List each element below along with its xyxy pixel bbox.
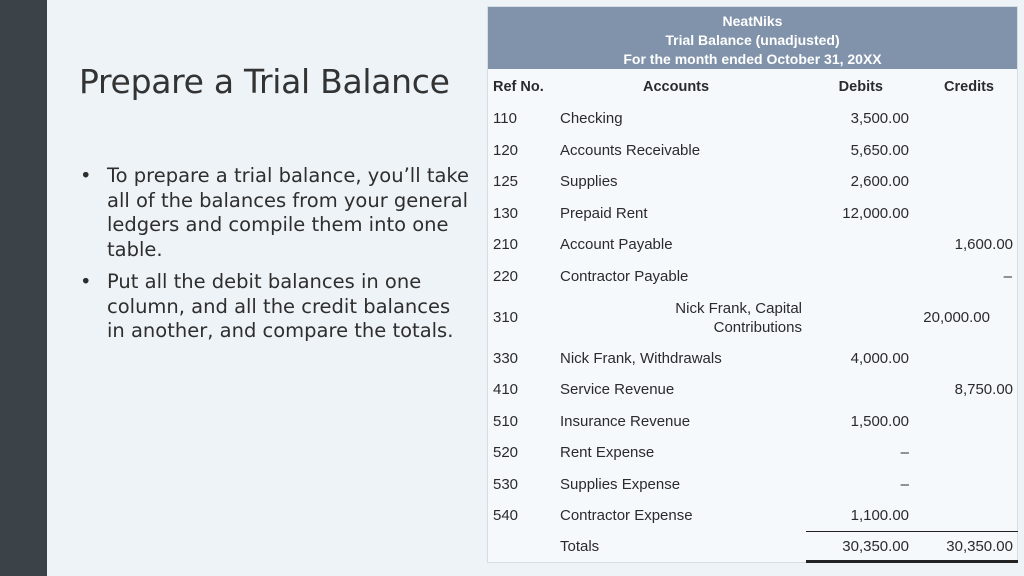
row-debit: 12,000.00 [842, 205, 909, 222]
row-account [560, 299, 802, 337]
row-ref: 220 [493, 268, 519, 285]
column-header-accounts: Accounts [643, 79, 710, 95]
column-header-credits: Credits [944, 79, 994, 95]
row-account: Contractor Payable [560, 268, 689, 285]
row-debit: 1,100.00 [850, 507, 909, 524]
row-account: Accounts Receivable [560, 142, 701, 159]
row-ref: 125 [493, 173, 519, 190]
row-ref: 540 [493, 507, 519, 524]
bullet-text: To prepare a trial balance, you’ll take all of the balances from your general ledgers and compile them into one table. [107, 164, 470, 261]
row-ref: 330 [493, 350, 519, 367]
row-account: Checking [560, 110, 623, 127]
slide-side-bar [0, 0, 47, 576]
bullet-text: Put all the debit balances in one column, and all the credit balances in another, and compare the totals. [107, 270, 454, 342]
row-account: Service Revenue [560, 381, 675, 398]
row-credit: – [1003, 268, 1012, 285]
row-ref: 520 [493, 444, 519, 461]
row-debit: 1,500.00 [850, 413, 909, 430]
bullet-list [80, 164, 470, 352]
row-account: Prepaid Rent [560, 205, 648, 222]
totals-label: Totals [560, 538, 600, 555]
report-period: For the month ended October 31, 20XX [623, 51, 882, 67]
bullet-dot-icon: • [80, 270, 92, 293]
row-ref: 120 [493, 142, 519, 159]
totals-top-rule [806, 531, 1018, 532]
row-account-line: Contributions [713, 319, 802, 336]
bullet-item [80, 270, 470, 344]
bullet-item [80, 164, 470, 262]
row-ref: 110 [493, 110, 517, 127]
slide-title: Prepare a Trial Balance [79, 62, 450, 101]
row-credit: 8,750.00 [954, 381, 1013, 398]
row-ref: 310 [493, 309, 519, 326]
bullet-dot-icon: • [80, 164, 92, 187]
totals-debit: 30,350.00 [842, 538, 909, 555]
row-debit: 4,000.00 [850, 350, 909, 367]
row-credit: 20,000.00 [923, 309, 990, 326]
row-ref: 210 [493, 236, 519, 253]
totals-credit: 30,350.00 [946, 538, 1013, 555]
row-ref: 130 [493, 205, 519, 222]
row-debit: – [900, 476, 909, 493]
column-header-debits: Debits [838, 79, 883, 95]
totals-double-rule [806, 560, 1018, 563]
row-account: Nick Frank, Withdrawals [560, 350, 722, 367]
row-account: Contractor Expense [560, 507, 693, 524]
row-account: Account Payable [560, 236, 673, 253]
row-debit: 2,600.00 [850, 173, 909, 190]
row-account: Supplies [560, 173, 618, 190]
row-account: Insurance Revenue [560, 413, 691, 430]
trial-balance-header [488, 7, 1017, 69]
column-header-ref: Ref No. [493, 79, 544, 95]
trial-balance-table [487, 6, 1018, 563]
row-debit: 3,500.00 [850, 110, 909, 127]
row-account: Supplies Expense [560, 476, 681, 493]
row-ref: 510 [493, 413, 519, 430]
row-account-line: Nick Frank, Capital [675, 300, 802, 317]
row-ref: 410 [493, 381, 519, 398]
row-debit: – [900, 444, 909, 461]
row-account: Rent Expense [560, 444, 655, 461]
row-credit: 1,600.00 [954, 236, 1013, 253]
row-ref: 530 [493, 476, 519, 493]
company-name: NeatNiks [722, 13, 783, 29]
row-debit: 5,650.00 [850, 142, 909, 159]
report-name: Trial Balance (unadjusted) [665, 32, 840, 48]
